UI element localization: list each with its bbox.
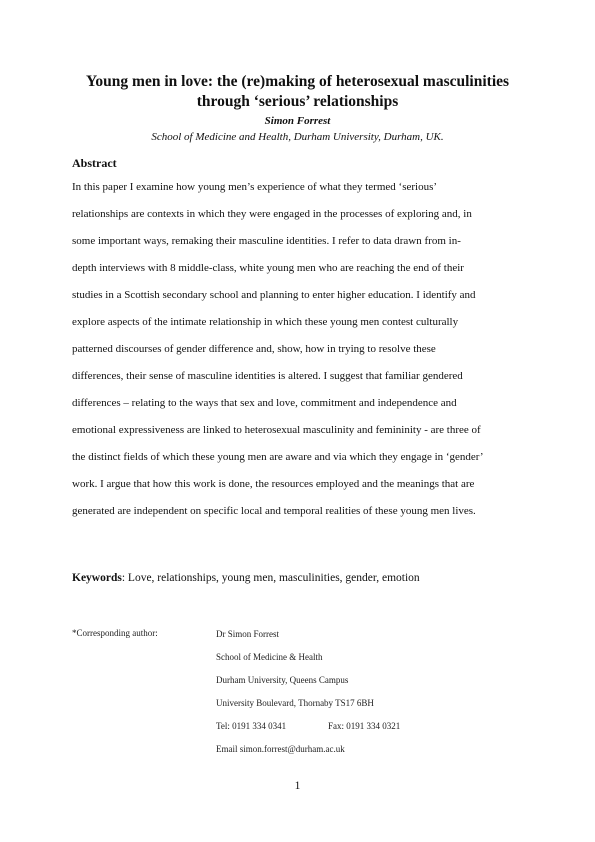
contact-block <box>216 628 401 766</box>
title-line-2: through ‘serious’ relationships <box>196 93 399 110</box>
contact-email: Email simon.forrest@durham.ac.uk <box>216 744 345 754</box>
abstract-line: explore aspects of the intimate relationship in which these young men contest culturally <box>72 316 459 328</box>
contact-tel: Tel: 0191 334 0341 <box>216 721 287 731</box>
abstract-line: studies in a Scottish secondary school and planning to enter higher education. I identify and <box>72 289 476 301</box>
contact-institution: Durham University, Queens Campus <box>216 675 349 685</box>
contact-phone-row <box>216 720 401 743</box>
abstract-line: the distinct fields of which these young men are aware and via which they engage in ‘gender’ <box>72 451 484 463</box>
title-line-1: Young men in love: the (re)making of heterosexual masculinities <box>85 73 510 90</box>
corresponding-author-label: *Corresponding author: <box>72 628 158 638</box>
abstract-line: emotional expressiveness are linked to heterosexual masculinity and femininity - are three of <box>72 424 481 436</box>
contact-fax: Fax: 0191 334 0321 <box>328 721 401 731</box>
abstract-line: work. I argue that how this work is done, the resources employed and the meanings that are <box>72 478 475 490</box>
contact-name: Dr Simon Forrest <box>216 629 279 639</box>
abstract-line: differences, their sense of masculine identities is altered. I suggest that familiar gendered <box>72 370 463 382</box>
author-name: Simon Forrest <box>264 115 331 127</box>
abstract-line: relationships are contexts in which they were engaged in the processes of exploring and, in <box>72 208 472 220</box>
abstract-line: In this paper I examine how young men’s experience of what they termed ‘serious’ <box>72 181 438 193</box>
abstract-line: depth interviews with 8 middle-class, white young men who are reaching the end of their <box>72 262 464 274</box>
page-number: 1 <box>294 780 301 792</box>
abstract-line: differences – relating to the ways that sex and love, commitment and independence and <box>72 397 457 409</box>
keywords-line <box>72 572 420 584</box>
contact-address: University Boulevard, Thornaby TS17 6BH <box>216 698 374 708</box>
author-affiliation: School of Medicine and Health, Durham University, Durham, UK. <box>151 131 444 143</box>
abstract-line: generated are independent on specific local and temporal realities of these young men lives. <box>72 505 476 517</box>
abstract-heading: Abstract <box>72 156 117 170</box>
paper-title <box>40 72 555 112</box>
keywords-text: : Love, relationships, young men, masculinities, gender, emotion <box>121 572 420 584</box>
abstract-body <box>72 180 524 531</box>
abstract-line: patterned discourses of gender difference and, show, how in trying to resolve these <box>72 343 436 355</box>
abstract-line: some important ways, remaking their masculine identities. I refer to data drawn from in- <box>72 235 461 247</box>
contact-department: School of Medicine & Health <box>216 652 323 662</box>
keywords-label: Keywords <box>72 572 122 584</box>
